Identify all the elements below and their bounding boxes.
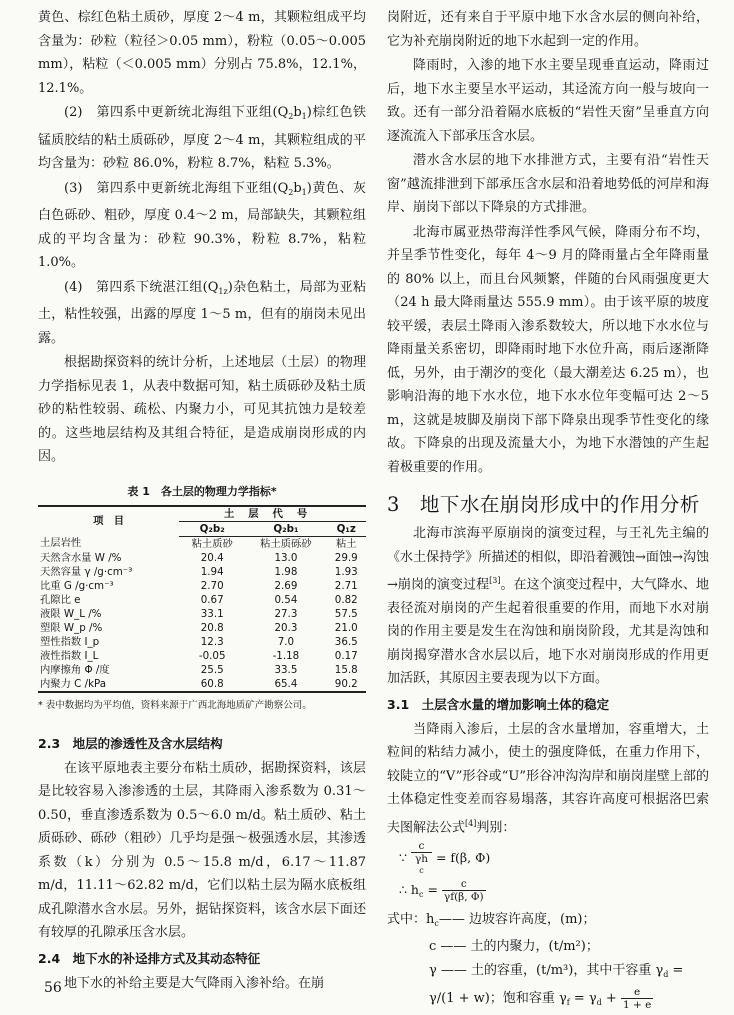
table-row-label: 液性指数 I_L xyxy=(40,649,99,662)
paragraph: (2) 第四系中更新统北海组下亚组$(Q_2b_1)$棕红色铁锰质胶结的粘土质砾砂，厚度 2～4 m，其颗粒组成的平均含量为：砂粒 86.0%，粉粒 8.7%，粘粒 5.3%。 xyxy=(38,105,366,171)
table-row xyxy=(38,663,366,677)
table-row xyxy=(38,607,366,621)
paragraph: (3) 第四系中更新统北海组下亚组$(Q_2b_1)$黄色、灰白色砾砂、粗砂，厚度 0.4～2 m，局部缺失，其颗粒组成的平均含量为：砂粒 90.3%，粉粒 8.7%，粘粒 1.0%。 xyxy=(38,180,366,270)
table-cell: 60.8 xyxy=(179,677,245,692)
formula-note: γ —— 土的容重，(t/m³)，其中干容重 $\gamma_d$ = xyxy=(429,962,684,979)
section-heading: 2.4 地下水的补迳排方式及其动态特征 xyxy=(38,950,261,966)
table-row-label: 塑限 W_p /% xyxy=(40,621,103,634)
paragraph: 潜水含水层的地下水排泄方式，主要有沿“岩性天窗”越流排泄到下部承压含水层和沿着地势低的河岸和海岸、崩岗下部以下降泉的方式排泄。 xyxy=(387,153,709,215)
chapter-heading: 3 地下水在崩岗形成中的作用分析 xyxy=(387,493,700,516)
table-cell: 21.0 xyxy=(334,621,358,634)
formula-note: 式中：$h_c——$ 边坡容许高度，(m)； xyxy=(387,911,596,928)
table-cell: 13.0 xyxy=(274,551,298,564)
table-row-label: 天然容量 γ /g·cm⁻³ xyxy=(40,565,133,578)
table-cell: 2.70 xyxy=(200,579,224,592)
table-cell: 1.98 xyxy=(274,565,298,578)
paragraph: 在该平原地表主要分布粘土质砂，据勘探资料，该层是比较容易入渗渗透的土层，其降雨入渗系数为 0.31～0.50，垂直渗透系数为 0.5～6.0 m/d。粘土质砂、粘土质砾砂、砾砂（粗砂）几乎均是强～极强透水层，其渗透系数（k）分别为 0.5～15.8 m/d，6.17～11.87 m/d，11.11～62.82 m/d，它们以粘土层为隔水底板组成孔隙潜水含水层。另外，据钻探资料，该含水层下面还有较厚的孔隙承压含水层。 xyxy=(38,760,366,940)
table-cell: 7.0 xyxy=(277,635,295,648)
paragraph: 根据勘探资料的统计分析，上述地层（土层）的物理力学指标见表 1，从表中数据可知，粘土质砾砂及粘土质砂的粘性较弱、疏松、内聚力小，可见其抗蚀力是较差的。这些地层结构及其组合特征，是造成崩岗形成的内因。 xyxy=(38,355,366,464)
properties-table xyxy=(38,505,366,693)
paragraph: 当降雨入渗后，土层的含水量增加，容重增大，土粒间的粘结力减小，使土的强度降低，在重力作用下，较陡立的“V”形谷或“U”形谷冲沟沟岸和崩岗崖壁上部的土体稳定性变差而容易塌落，其容许高度可根据洛巴索夫图解法公式[4]判别： xyxy=(387,721,709,836)
left-column xyxy=(38,6,366,995)
paragraph: 地下水的补给主要是大气降雨入渗补给。在崩 xyxy=(64,975,325,991)
table-cell: 0.82 xyxy=(334,593,358,606)
table-row xyxy=(38,565,366,579)
table-row xyxy=(38,551,366,565)
formula-note: γ/(1 + w)；饱和容重 $\gamma_f = \gamma_d$ + $\frac{e}{1 + e}$ xyxy=(429,986,652,1012)
table-header-cell: Q₂b₁ xyxy=(245,521,326,536)
table-cell: -1.18 xyxy=(272,649,300,662)
table-row-label: 内摩擦角 Φ /度 xyxy=(40,663,110,676)
table-row-label: 比重 G /g·cm⁻³ xyxy=(40,579,114,592)
table-row xyxy=(38,635,366,649)
table-row-label: 液限 W_L /% xyxy=(40,607,102,620)
table-header-cell: Q₂b₂ xyxy=(179,521,245,536)
table-row-label: 塑性指数 I_p xyxy=(40,635,100,648)
paragraph: 岗附近，还有来自于平原中地下水含水层的侧向补给，它为补充崩岗附近的地下水起到一定的作用。 xyxy=(387,10,709,49)
formula-note: c —— 土的内聚力，(t/m²)； xyxy=(429,939,599,955)
table-row-label: 内聚力 C /kPa xyxy=(38,677,179,692)
table-cell: -0.05 xyxy=(198,649,226,662)
table-cell: 65.4 xyxy=(245,677,326,692)
table-cell: 25.5 xyxy=(200,663,224,676)
table-row xyxy=(38,649,366,663)
page-number: 56 xyxy=(44,980,62,996)
table-cell: 2.69 xyxy=(274,579,298,592)
section-heading: 2.3 地层的渗透性及含水层结构 xyxy=(38,735,223,751)
table-caption: 表 1 各土层的物理力学指标* xyxy=(127,484,277,498)
table-row-label: 土层岩性 xyxy=(40,537,82,550)
table-row xyxy=(38,593,366,607)
table-header-item: 项 目 xyxy=(38,506,179,537)
table-cell: 33.1 xyxy=(200,607,224,620)
table-note: * 表中数据均为平均值，资料来源于广西北海地质矿产勘察公司。 xyxy=(38,699,312,711)
table-row-label: 天然含水量 W /% xyxy=(40,551,122,564)
table-cell: 2.71 xyxy=(334,579,358,592)
equation: ∴ $h_c$ = $\frac{c}{\gamma f(\beta, \Phi)}$ xyxy=(399,877,484,903)
table-cell: 12.3 xyxy=(200,635,224,648)
equation: ∵ c γh c = f(β, Φ) xyxy=(399,839,491,875)
table-cell: 15.8 xyxy=(334,663,358,676)
table-cell: 20.4 xyxy=(200,551,224,564)
table-cell: 27.3 xyxy=(274,607,298,620)
table-row xyxy=(38,579,366,593)
right-column xyxy=(387,6,709,1015)
table-cell: 0.67 xyxy=(200,593,224,606)
table-cell: 粘土质砂 xyxy=(191,537,233,550)
table-cell: 1.94 xyxy=(200,565,224,578)
section-heading: 3.1 土层含水量的增加影响土体的稳定 xyxy=(387,696,610,712)
table-row-label: 孔隙比 e xyxy=(40,593,81,606)
table-cell: 57.5 xyxy=(334,607,358,620)
table-header-cell: Q₁z xyxy=(327,521,366,536)
table-cell: 20.8 xyxy=(200,621,224,634)
table-row xyxy=(38,621,366,635)
table-cell: 90.2 xyxy=(327,677,366,692)
table-cell: 1.93 xyxy=(334,565,358,578)
paragraph: 北海市滨海平原崩岗的演变过程，与王礼先主编的《水土保持学》所描述的相似，即沿着溅蚀→面蚀→沟蚀→崩岗的演变过程[3]。在这个演变过程中，大气降水、地表径流对崩岗的产生起着很重要的作用，而地下水对崩岗的作用主要是发生在沟蚀和崩岗阶段，尤其是沟蚀和崩岗揭穿潜水含水层以后，地下水对崩岗形成的作用更加活跃，其原因主要表现为以下方面。 xyxy=(387,526,709,687)
table-row xyxy=(38,536,366,551)
table-cell: 粘土 xyxy=(335,537,357,550)
paragraph: 北海市属亚热带海洋性季风气候，降雨分布不均，并呈季节性变化，每年 4～9 月的降雨量占全年降雨量的 80% 以上，而且台风频繁，伴随的台风雨强度更大（24 h 最大降雨量达 555.9 mm）。由于该平原的坡度较平缓，表层土降雨入渗系数较大，所以地下水水位与降雨量关系密切，即降雨时地下水位升高，雨后逐渐降低，另外，由于潮汐的变化（最大潮差达 6.25 m），也影响沿海的地下水水位，地下水水位年变幅可达 2～5 m，这就是坡脚及崩岗下部下降泉出现季节性变化的缘故。下降泉的出现及流量大小，为地下水潜蚀的产生起着极重要的作用。 xyxy=(387,224,709,475)
table-header-group: 土层代号 xyxy=(179,506,366,522)
paragraph: 黄色、棕红色粘土质砂，厚度 2～4 m，其颗粒组成平均含量为：砂粒（粒径＞0.05 mm），粉粒（0.05～0.005 mm），粘粒（＜0.005 mm）分别占 75.8%，12.1%，12.1%。 xyxy=(38,10,366,96)
paragraph: (4) 第四系下统湛江组$(Q_{1z})$杂色粘土，局部为亚粘土，粘性较强，出露的厚度 1～5 m，但有的崩岗未见出露。 xyxy=(38,279,366,346)
table-cell: 粘土质砾砂 xyxy=(260,537,312,550)
table-cell: 29.9 xyxy=(334,551,358,564)
table-cell: 33.5 xyxy=(274,663,298,676)
table-cell: 0.54 xyxy=(274,593,298,606)
table-row xyxy=(38,677,366,692)
table-cell: 20.3 xyxy=(274,621,298,634)
paragraph: 降雨时，入渗的地下水主要呈现垂直运动，降雨过后，地下水主要呈水平运动，其迳流方向一般与坡向一致。还有一部分沿着隔水底板的“岩性天窗”呈垂直方向逐流流入下部承压含水层。 xyxy=(387,58,709,144)
table-cell: 36.5 xyxy=(334,635,358,648)
table-cell: 0.17 xyxy=(334,649,358,662)
